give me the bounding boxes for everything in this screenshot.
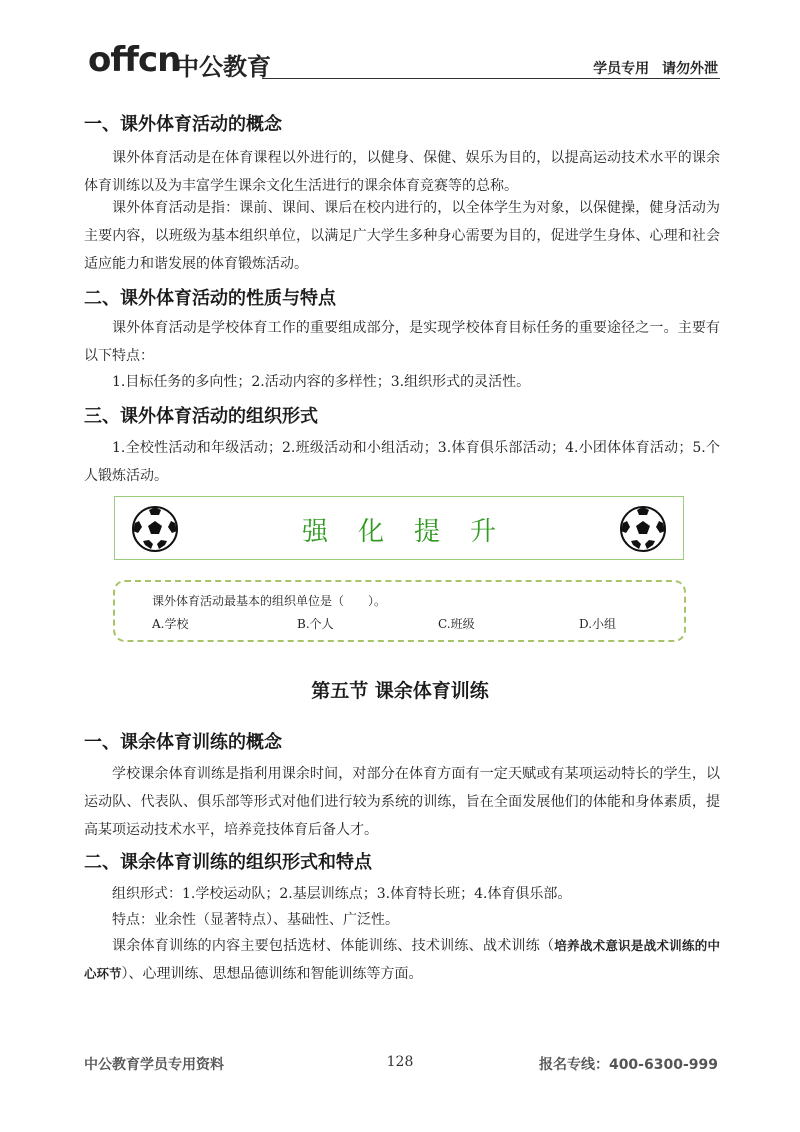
heading-concept: 一、课外体育活动的概念 bbox=[84, 114, 282, 135]
content-text-2: ）、心理训练、思想品德训练和智能训练等方面。 bbox=[121, 966, 423, 982]
paragraph-training-forms: 组织形式：1.学校运动队；2.基层训练点；3.体育特长班；4.体育俱乐部。 bbox=[112, 886, 572, 902]
paragraph-forms: 1.全校性活动和年级活动；2.班级活动和小组活动；3.体育俱乐部活动；4.小团体体育活动；5.个人锻炼活动。 bbox=[84, 440, 720, 484]
content-emphasis: 培养战术意识是战术训练的中心环节 bbox=[84, 938, 720, 981]
soccer-ball-icon bbox=[619, 505, 667, 553]
logo-offcn: offcn bbox=[88, 40, 181, 80]
paragraph-training-features: 特点：业余性（显著特点）、基础性、广泛性。 bbox=[112, 912, 399, 928]
footer-hotline: 报名专线：400-6300-999 bbox=[538, 1057, 718, 1073]
option-c: C.班级 bbox=[438, 617, 475, 631]
paragraph-concept-1: 课外体育活动是在体育课程以外进行的，以健身、保健、娱乐为目的，以提高运动技术水平的课余体育训练以及为丰富学生课余文化生活进行的课余体育竞赛等的总称。 bbox=[84, 150, 720, 194]
heading-training-forms: 二、课余体育训练的组织形式和特点 bbox=[84, 852, 372, 873]
option-a: A.学校 bbox=[152, 617, 189, 631]
header-confidential-note: 学员专用 请勿外泄 bbox=[593, 61, 718, 77]
question-text: 课外体育活动最基本的组织单位是（ ）。 bbox=[152, 594, 387, 608]
footer-left: 中公教育学员专用资料 bbox=[84, 1057, 224, 1073]
section-title: 第五节 课余体育训练 bbox=[311, 680, 489, 702]
heading-forms: 三、课外体育活动的组织形式 bbox=[84, 406, 318, 427]
paragraph-features: 1.目标任务的多向性；2.活动内容的多样性；3.组织形式的灵活性。 bbox=[112, 374, 531, 390]
practice-question-box bbox=[113, 580, 686, 642]
paragraph-training-content bbox=[84, 932, 720, 988]
logo-brand-name: 中公教育 bbox=[175, 53, 271, 81]
heading-training-concept: 一、课余体育训练的概念 bbox=[84, 732, 282, 753]
content-text-1: 课余体育训练的内容主要包括选材、体能训练、技术训练、战术训练（ bbox=[112, 938, 555, 954]
paragraph-concept-2: 课外体育活动是指：课前、课间、课后在校内进行的，以全体学生为对象，以保健操，健身活动为主要内容，以班级为基本组织单位，以满足广大学生多种身心需要为目的，促进学生身体、心理和社会适应能力和谐发展的体育锻炼活动。 bbox=[84, 200, 720, 272]
option-d: D.小组 bbox=[579, 617, 617, 631]
banner-title: 强化提升 bbox=[301, 517, 526, 547]
strengthen-banner bbox=[114, 496, 684, 560]
paragraph-nature: 课外体育活动是学校体育工作的重要组成部分，是实现学校体育目标任务的重要途径之一。主要有以下特点： bbox=[84, 320, 720, 364]
page-number: 128 bbox=[386, 1054, 414, 1070]
header-rule bbox=[262, 78, 720, 79]
heading-nature: 二、课外体育活动的性质与特点 bbox=[84, 288, 336, 309]
option-b: B.个人 bbox=[297, 617, 334, 631]
paragraph-training-concept: 学校课余体育训练是指利用课余时间，对部分在体育方面有一定天赋或有某项运动特长的学生，以运动队、代表队、俱乐部等形式对他们进行较为系统的训练，旨在全面发展他们的体能和身体素质，提高某项运动技术水平，培养竞技体育后备人才。 bbox=[84, 766, 720, 838]
